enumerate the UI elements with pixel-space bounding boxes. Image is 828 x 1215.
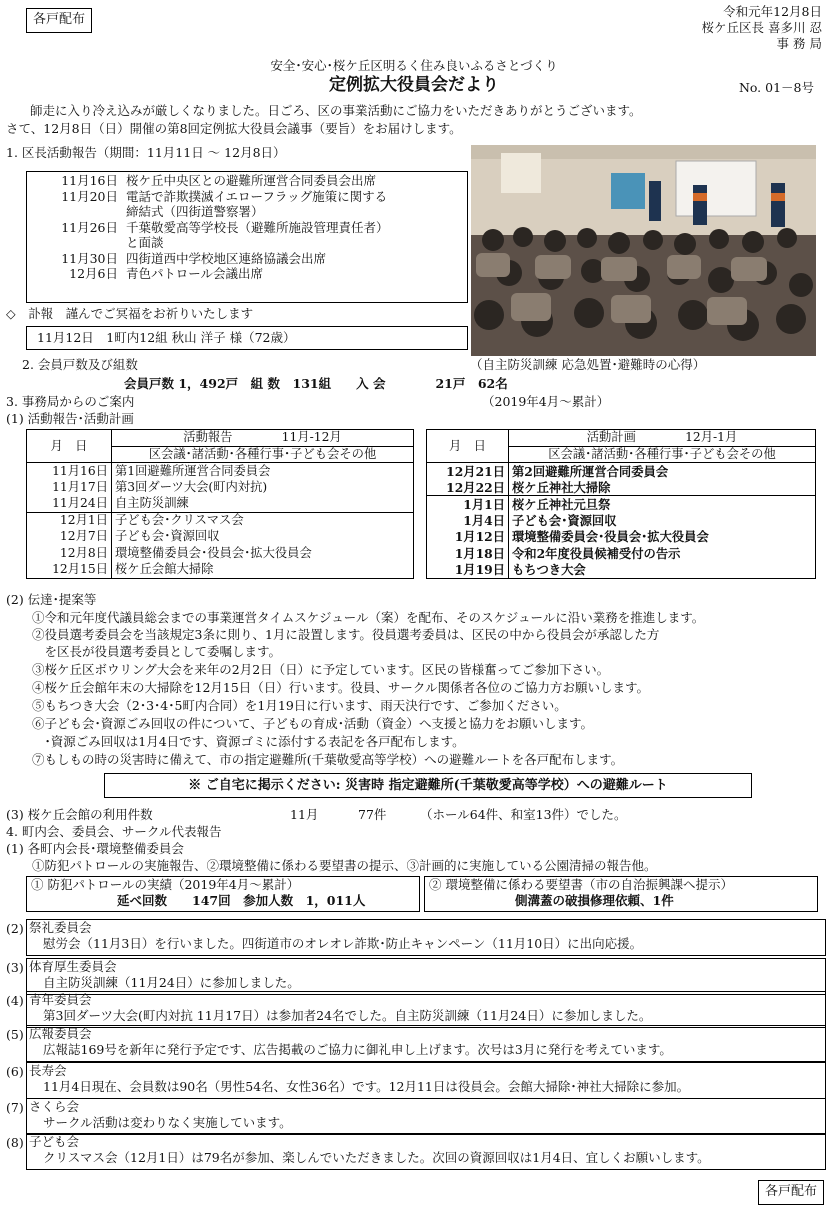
committee-num: (5)	[6, 1027, 24, 1042]
table-row: 12月7日 子ども会･資源回収	[27, 529, 414, 546]
committee-box-youth	[26, 991, 826, 1028]
plan-subtitle: 区会議･諸活動･各種行事･子ども会その他	[509, 446, 816, 463]
item-2: ②役員選考委員会を当該規定3条に則り、1月に設置します。役員選考委員は、区民の中から役員会が承認した方	[32, 627, 660, 642]
table-row: 1月4日 子ども会･資源回収	[427, 512, 816, 529]
table-row: 12月22日 桜ケ丘神社大掃除	[427, 479, 816, 496]
table-row: 1月1日 桜ケ丘神社元旦祭	[427, 496, 816, 513]
table-row: 11月26日 千葉敬愛高等学校長（避難所施設管理責任者）	[61, 219, 389, 235]
committee-text: クリスマス会（12月1日）は79名が参加、楽しんでいただきました。次回の資源回収は1月4日、宜しくお願いします。	[43, 1150, 710, 1166]
item-5: ⑤もちつき大会（2･3･4･5町内合同）を1月19日に行います、雨天決行です、ご参加ください。	[32, 698, 567, 713]
table-row: 11月16日 桜ケ丘中央区との避難所運営合同委員会出席	[61, 173, 377, 188]
request-title: ② 環境整備に係わる要望書（市の自治振興課へ提示）	[429, 877, 733, 892]
report-title: 活動報告 11月-12月	[112, 430, 414, 447]
patrol-box	[26, 876, 420, 912]
hall-usage-count: 77件	[358, 807, 387, 822]
table-row: 12月8日 環境整備委員会･役員会･拡大役員会	[27, 545, 414, 562]
activity-report-table	[26, 429, 414, 579]
hall-usage-month: 11月	[290, 807, 319, 822]
section4-sub1-text: ①防犯パトロールの実施報告、②環境整備に係わる要望書の提示、③計画的に実施している公園清掃の報告他。	[32, 858, 657, 873]
section4-heading: 4. 町内会、委員会、サークル代表報告	[6, 824, 222, 839]
table-row: 1月12日 環境整備委員会･役員会･拡大役員会	[427, 529, 816, 546]
meeting-photo-illustration	[471, 145, 816, 356]
distribution-label-bottom: 各戸配布	[758, 1180, 824, 1205]
report-date-header: 月 日	[27, 430, 112, 463]
table-row: 12月21日 第2回避難所運営合同委員会	[427, 463, 816, 480]
table-row: 11月20日 電話で詐欺撲滅イエローフラッグ施策に関する	[61, 188, 388, 204]
table-row: と面談	[126, 235, 164, 250]
committee-box-pr	[26, 1025, 826, 1062]
committee-num: (3)	[6, 960, 24, 975]
header-office: 事 務 局	[776, 36, 822, 51]
table-row: 12月6日 青色パトロール会議出席	[69, 266, 264, 281]
committee-num: (6)	[6, 1064, 24, 1079]
intro-line-2: さて、12月8日（日）開催の第8回定例拡大役員会議事（要旨）をお届けします。	[6, 121, 462, 136]
table-row: 12月15日 桜ケ丘会館大掃除	[27, 562, 414, 579]
item-1: ①令和元年度代議員総会までの事業運営タイムスケジュール（案）を配布、そのスケジュールに沿い業務を推進します。	[32, 610, 705, 625]
member-count-line: 会員戸数 1，492戸 組 数 131組 入 会 21戸 62名	[124, 376, 508, 391]
table-row: 1月18日 令和2年度役員候補受付の告示	[427, 545, 816, 562]
committee-name: 長寿会	[29, 1063, 67, 1078]
section4-sub1: (1) 各町内会長･環境整備委員会	[6, 841, 184, 856]
request-value: 側溝蓋の破損修理依頼、1件	[515, 893, 674, 909]
newsletter-subtitle: 安全･安心･桜ケ丘区明るく住み良いふるさとづくり	[270, 58, 558, 73]
committee-num: (7)	[6, 1100, 24, 1115]
newsletter-title: 定例拡大役員会だより	[329, 75, 499, 95]
committee-num: (8)	[6, 1135, 24, 1150]
photo-caption: （自主防災訓練 応急処置･避難時の心得）	[470, 357, 706, 372]
table-row: 締結式（四街道警察署）	[126, 204, 264, 219]
committee-num: (4)	[6, 993, 24, 1008]
section1-heading: 1. 区長活動報告（期間：11月11日 〜 12月8日）	[6, 145, 286, 160]
item-7: ⑦もしもの時の災害時に備えて、市の指定避難所(千葉敬愛高等学校）への避難ルートを各戸配布します。	[32, 752, 624, 767]
committee-text: サークル活動は変わりなく実施しています。	[43, 1115, 292, 1131]
header-date: 令和元年12月8日	[723, 4, 822, 19]
committee-text: 第3回ダーツ大会(町内対抗 11月17日）は参加者24名でした。自主防災訓練（11月24日）に参加しました。	[43, 1008, 652, 1024]
committee-name: 広報委員会	[29, 1026, 92, 1041]
committee-name: さくら会	[29, 1099, 80, 1114]
table-row: 1月19日 もちつき大会	[427, 562, 816, 579]
obituary-heading: ◇ 訃報 謹んでご冥福をお祈りいたします	[6, 306, 254, 321]
hall-usage-detail: （ホール64件、和室13件）でした。	[420, 807, 627, 822]
report-subtitle: 区会議･諸活動･各種行事･子ども会その他	[112, 446, 414, 463]
section2-heading: 2. 会員戸数及び組数	[22, 357, 138, 372]
item-6-note: ･資源ごみ回収は1月4日です、資源ゴミに添付する表記を各戸配布します。	[32, 734, 465, 749]
intro-line-1: 師走に入り冷え込みが厳しくなりました。日ごろ、区の事業活動にご協力をいただきありがとうございます。	[30, 103, 642, 118]
committee-name: 子ども会	[29, 1134, 80, 1149]
item-4: ④桜ケ丘会館年末の大掃除を12月15日（日）行います。役員、サークル関係者各位のご協力方お願いします。	[32, 680, 649, 695]
section3-sub1: (1) 活動報告･活動計画	[6, 411, 134, 426]
distribution-label-top: 各戸配布	[26, 8, 92, 33]
committee-text: 11月4日現在、会員数は90名（男性54名、女性36名）です。12月11日は役員会。会館大掃除･神社大掃除に参加。	[43, 1079, 690, 1095]
committee-box-elderly	[26, 1062, 826, 1099]
plan-date-header: 月 日	[427, 430, 509, 463]
section3-sub2: (2) 伝達･提案等	[6, 592, 97, 607]
patrol-title: ① 防犯パトロールの実績（2019年4月～累計）	[31, 877, 300, 892]
member-count-period: （2019年4月～累計）	[482, 394, 610, 409]
table-row: 11月24日 自主防災訓練	[27, 496, 414, 513]
committee-num: (2)	[6, 921, 24, 936]
obituary-entry: 11月12日 1町内12組 秋山 洋子 様（72歳）	[26, 326, 468, 350]
issue-number: No. 01－8号	[738, 80, 814, 95]
activity-plan-table	[426, 429, 816, 579]
committee-box-festival	[26, 919, 826, 956]
plan-title: 活動計画 12月-1月	[509, 430, 816, 447]
committee-text: 自主防災訓練（11月24日）に参加しました。	[43, 975, 300, 991]
request-box	[424, 876, 818, 912]
committee-name: 祭礼委員会	[29, 920, 92, 935]
meeting-photo	[471, 145, 816, 356]
committee-box-sakura	[26, 1098, 826, 1135]
committee-box-children	[26, 1133, 826, 1170]
section3-heading: 3. 事務局からのご案内	[6, 394, 135, 409]
evacuation-notice: ※ ご自宅に掲示ください: 災害時 指定避難所(千葉敬愛高等学校）への避難ルート	[104, 773, 752, 798]
header-info	[702, 4, 822, 52]
committee-box-sports	[26, 958, 826, 995]
hall-usage-label: (3) 桜ケ丘会館の利用件数	[6, 807, 153, 822]
item-6: ⑥子ども会･資源ごみ回収の件について、子どもの育成･活動（資金）へ支援と協力をお願いします。	[32, 716, 594, 731]
item-2-cont: を区長が役員選考委員として委嘱します。	[32, 644, 282, 659]
committee-text: 慰労会（11月3日）を行いました。四街道市のオレオレ詐欺･防止キャンペーン（11月10日）に出向応援。	[43, 936, 643, 952]
committee-text: 広報誌169号を新年に発行予定です、広告掲載のご協力に御礼申し上げます。次号は3月に発行を考えています。	[43, 1042, 672, 1058]
committee-name: 体育厚生委員会	[29, 959, 117, 974]
committee-name: 青年委員会	[29, 992, 92, 1007]
chief-activity-table	[27, 173, 393, 282]
table-row: 12月1日 子ども会･クリスマス会	[27, 512, 414, 529]
table-row: 11月30日 四街道西中学校地区連絡協議会出席	[61, 250, 327, 266]
chief-activity-box	[26, 171, 468, 303]
header-author: 桜ケ丘区長 喜多川 忍	[701, 20, 822, 35]
table-row: 11月16日 第1回避難所運営合同委員会	[27, 463, 414, 480]
item-3: ③桜ケ丘区ボウリング大会を来年の2月2日（日）に予定しています。区民の皆様奮ってご参加下さい。	[32, 662, 610, 677]
table-row: 11月17日 第3回ダーツ大会(町内対抗)	[27, 479, 414, 496]
patrol-value: 延べ回数 147回 参加人数 1，011人	[117, 893, 366, 909]
